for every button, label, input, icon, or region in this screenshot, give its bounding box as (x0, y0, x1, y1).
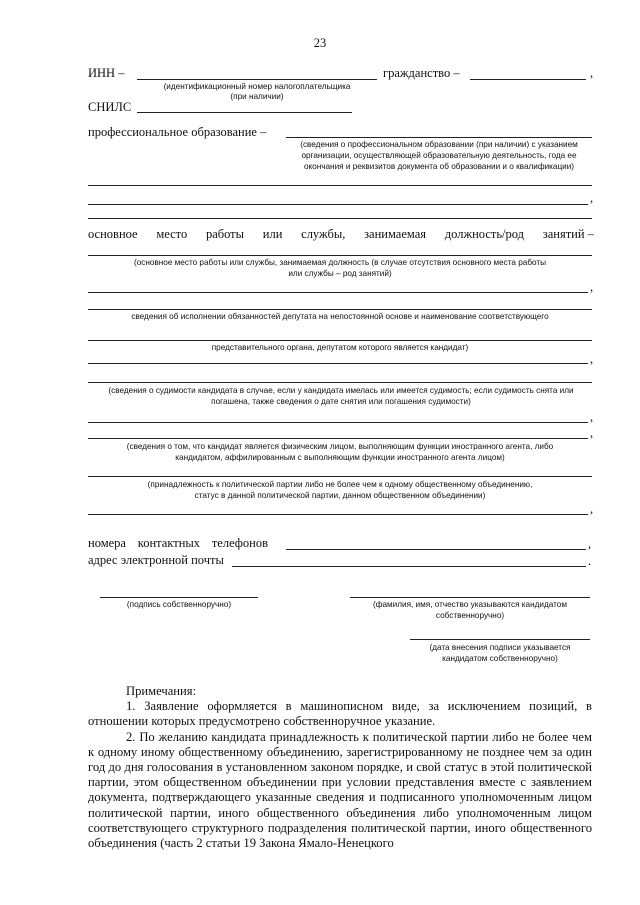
conviction-field[interactable] (88, 422, 588, 423)
foreign-agent-hint-2: кандидатом, аффилированным с выполняющим функции иностранного агента лицом) (175, 453, 505, 462)
education-hint-1: (сведения о профессиональном образовании (при наличии) с указанием (300, 140, 578, 149)
conviction-comma-1: , (590, 410, 594, 424)
workplace-word: работы (205, 227, 245, 241)
conviction-hint-1: (сведения о судимости кандидата в случае, если у кандидата имелась или имеется судимость; если судимость снята или (108, 386, 574, 395)
note-2: 2. По желанию кандидата принадлежность к политической партии либо не более чем к одному иному общественному объединению, зарегистрированному не позднее чем за один год до дня голосования в установленном законом порядке, и свой статус в этой политической партии, этом общественном объединении при условии представления вместе с заявлением документа, подтверждающего указанные сведения и подписанного уполномоченным лицом политической партии, иного общественного объединения либо уполномоченным лицом соответствующего структурного подразделения политической партии, иного общественного объединения (часть 2 статьи 19 Закона Ямало-Ненецкого (88, 729, 592, 851)
page-number: 23 (313, 36, 327, 50)
phones-word: контактных (137, 536, 201, 550)
conviction-hint-2: погашена, также сведения о дате снятия или погашения судимости) (211, 397, 471, 406)
citizenship-comma: , (590, 66, 594, 80)
inn-hint-1: (идентификационный номер налогоплательщика (163, 82, 351, 91)
workplace-hint-1: (основное место работы или службы, занимаемая должность (в случае отсутствия основного места работы (133, 258, 547, 267)
email-dot: . (588, 554, 592, 568)
snils-label: СНИЛС (88, 100, 132, 114)
inn-hint-2: (при наличии) (230, 92, 284, 101)
notes-section (88, 684, 592, 851)
date-field[interactable] (410, 639, 590, 640)
education-field[interactable] (286, 137, 592, 138)
email-label: адрес электронной почты (88, 553, 224, 567)
deputy-hint-1: сведения об исполнении обязанностей депутата на непостоянной основе и наименование соответствующего (131, 312, 549, 321)
workplace-comma: , (590, 280, 594, 294)
foreign-agent-hint-1: (сведения о том, что кандидат является физическим лицом, выполняющим функции иностранного агента, либо (126, 442, 554, 451)
party-hint-2: статус в данной политической партии, данном общественном объединении) (194, 491, 486, 500)
deputy-line-3[interactable] (88, 382, 592, 383)
notes-title: Примечания: (126, 684, 197, 698)
workplace-field[interactable] (88, 255, 592, 256)
workplace-hint-2: или службы – род занятий) (288, 269, 392, 278)
conviction-comma-2: , (590, 426, 594, 440)
workplace-line-3[interactable] (88, 309, 592, 310)
citizenship-label: гражданство – (383, 66, 460, 80)
education-line-3[interactable] (88, 204, 588, 205)
workplace-word: занимаемая (364, 227, 427, 241)
deputy-line-2[interactable] (88, 363, 588, 364)
party-field[interactable] (88, 514, 588, 515)
education-comma: , (590, 191, 594, 205)
education-hint-2: организации, осуществляющей образовательную деятельность, года ее (301, 151, 577, 160)
phones-field[interactable] (286, 549, 586, 550)
conviction-line-2[interactable] (88, 438, 588, 439)
party-comma: , (590, 502, 594, 516)
name-hint-2: собственноручно) (435, 611, 505, 620)
workplace-label (88, 227, 594, 242)
education-line-4[interactable] (88, 218, 592, 219)
party-hint-1: (принадлежность к политической партии либо не более чем к одному общественному объединению, (147, 480, 533, 489)
deputy-hint-2: представительного органа, депутатом которого является кандидат) (211, 343, 469, 352)
workplace-word: должность/род (444, 227, 525, 241)
signature-hint: (подпись собственноручно) (126, 600, 232, 609)
phones-word: номера (88, 536, 126, 550)
education-hint-3: окончания и реквизитов документа об образовании и о квалификации) (303, 162, 575, 171)
email-field[interactable] (232, 566, 586, 567)
note-1: 1. Заявление оформляется в машинописном виде, за исключением позиций, в отношении которых предусмотрено собственноручное указание. (88, 699, 592, 729)
name-field[interactable] (350, 597, 590, 598)
signature-field[interactable] (100, 597, 258, 598)
foreign-agent-field[interactable] (88, 476, 592, 477)
workplace-word: основное (88, 227, 138, 241)
phones-word: телефонов (211, 536, 268, 550)
deputy-field[interactable] (88, 340, 592, 341)
name-hint-1: (фамилия, имя, отчество указываются кандидатом (373, 600, 567, 609)
date-hint-1: (дата внесения подписи указывается (429, 643, 571, 652)
snils-field[interactable] (137, 112, 352, 113)
workplace-word: место (156, 227, 188, 241)
education-label: профессиональное образование – (88, 125, 267, 139)
workplace-word: службы, (301, 227, 346, 241)
deputy-comma: , (590, 352, 594, 366)
workplace-word: занятий – (542, 227, 594, 241)
phones-comma: , (588, 537, 592, 551)
citizenship-field[interactable] (470, 79, 586, 80)
education-line-2[interactable] (88, 185, 592, 186)
phones-label (88, 536, 268, 551)
inn-label: ИНН – (88, 66, 125, 80)
date-hint-2: кандидатом собственноручно) (442, 654, 558, 663)
workplace-word: или (262, 227, 283, 241)
workplace-line-2[interactable] (88, 292, 588, 293)
inn-field[interactable] (137, 79, 377, 80)
